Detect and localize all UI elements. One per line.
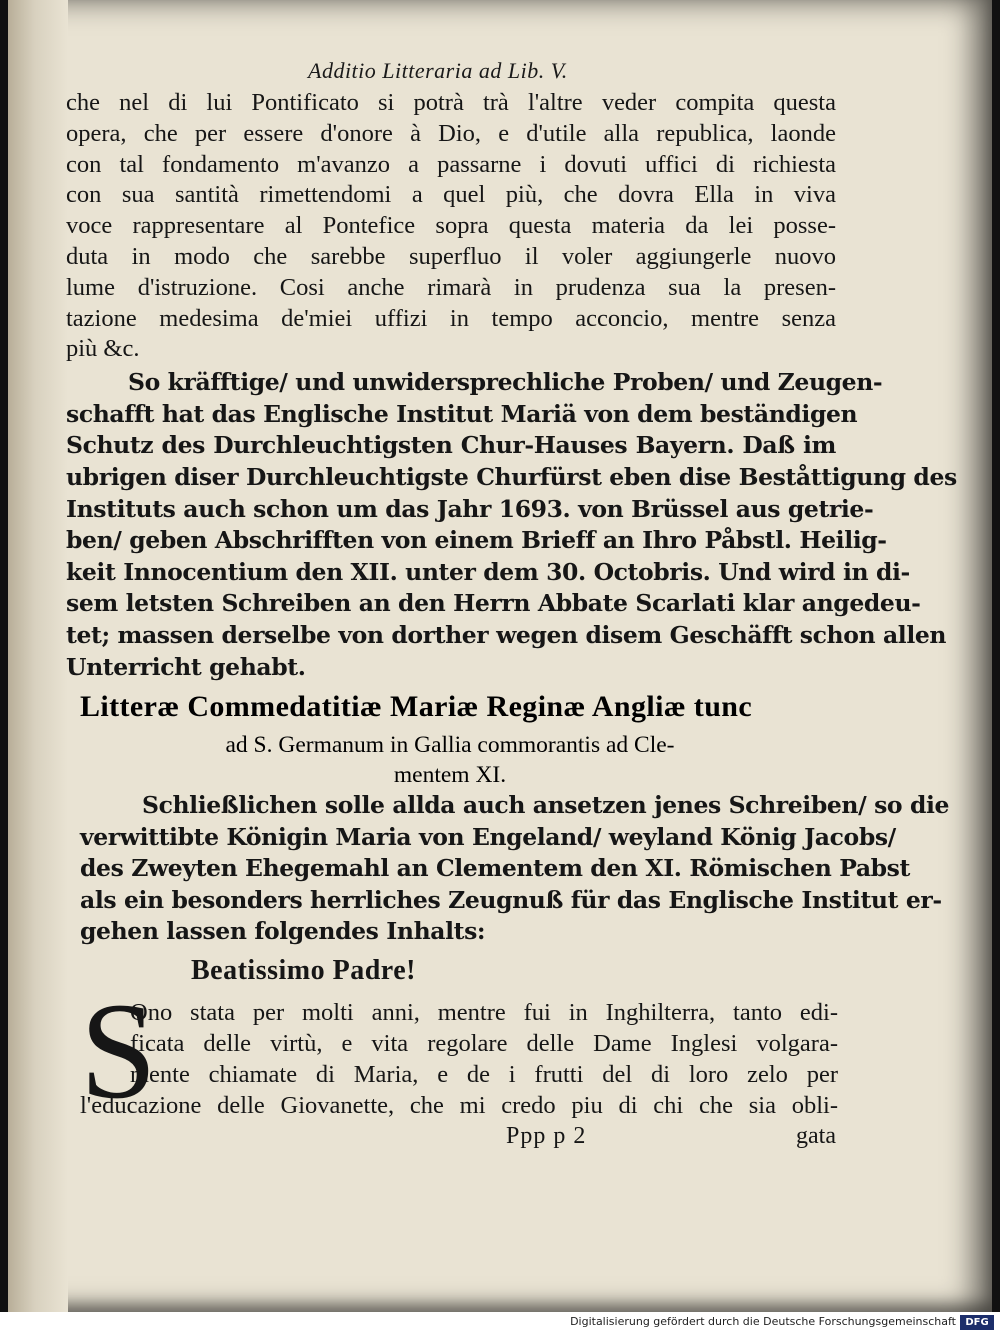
text-line: Schließlichen solle allda auch ansetzen jenes Schreiben/ so die <box>142 791 950 819</box>
german-passage <box>66 367 957 683</box>
text-line: che nel di lui Pontificato si potrà trà l'altre veder compita questa <box>66 89 836 116</box>
text-line: schafft hat das Englische Institut Mariä von dem beständigen <box>66 399 858 428</box>
letter-body <box>130 998 838 1090</box>
footer-credit: Digitalisierung gefördert durch die Deutsche Forschungsgemeinschaft <box>570 1315 956 1328</box>
subheading-line: mentem XI. <box>393 762 507 788</box>
dfg-logo-icon: DFG <box>960 1315 994 1330</box>
text-line: So kräfftige/ und unwidersprechliche Proben/ und Zeugen- <box>128 368 883 397</box>
running-head: Additio Litteraria ad Lib. V. <box>308 58 568 83</box>
text-line: l'educazione delle Giovanette, che mi credo piu di chi che sia obli- <box>80 1092 838 1119</box>
signature-mark: Ppp p 2 <box>506 1123 587 1149</box>
text-line: Schutz des Durchleuchtigsten Chur-Hauses Bayern. Daß im <box>66 431 836 460</box>
page-gutter-shadow <box>8 0 68 1312</box>
letter-body-last <box>80 1091 838 1122</box>
text-line: lume d'istruzione. Cosi anche rimarà in prudenza sua la presen- <box>66 273 836 301</box>
section-subheading <box>180 730 720 790</box>
italian-passage <box>66 88 957 683</box>
subheading-line: ad S. Germanum in Gallia commorantis ad Cle- <box>225 732 675 758</box>
text-line: keit Innocentium den XII. unter dem 30. Octobris. Und wird in di- <box>66 557 910 586</box>
text-line: più &c. <box>66 335 140 363</box>
text-line: voce rappresentare al Pontefice sopra questa materia da lei posse- <box>66 212 836 240</box>
text-line: als ein besonders herrliches Zeugnuß für das Englische Institut er- <box>80 885 942 914</box>
text-line: con tal fondamento m'avanzo a passarne i dovuti uffici di richiesta <box>66 150 836 178</box>
text-line: tet; massen derselbe von dorther wegen disem Geschäfft schon allen <box>66 620 947 649</box>
text-line: des Zweyten Ehegemahl an Clementem den XI. Römischen Pabst <box>80 854 910 883</box>
text-line: tazione medesima de'miei uffizi in tempo acconcio, mentre senza <box>66 304 836 332</box>
digitization-footer <box>0 1312 1000 1333</box>
text-line: gehen lassen folgendes Inhalts: <box>80 917 486 946</box>
text-line: con sua santità rimettendomi a quel più, che dovra Ella in viva <box>66 181 836 209</box>
german-passage-2 <box>80 790 950 948</box>
text-line: ubrigen diser Durchleuchtigste Churfürst eben dise Beståttigung des <box>66 462 957 491</box>
text-line: mente chiamate di Maria, e de i frutti del di loro zelo per <box>130 1060 838 1088</box>
catchword: gata <box>796 1123 836 1149</box>
book-page <box>8 0 992 1312</box>
text-line: Unterricht gehabt. <box>66 652 306 681</box>
text-line: Ono stata per molti anni, mentre fui in Inghilterra, tanto edi- <box>130 999 838 1026</box>
text-line: sem letsten Schreiben an den Herrn Abbate Scarlati klar angedeu- <box>66 589 921 618</box>
letter-salutation: Beatissimo Padre! <box>191 955 416 986</box>
text-line: opera, che per essere d'onore à Dio, e d'utile alla republica, laonde <box>66 119 836 147</box>
text-line: verwittibte Königin Maria von Engeland/ weyland König Jacobs/ <box>80 822 896 851</box>
text-line: ben/ geben Abschrifften von einem Brieff an Ihro Påbstl. Heilig- <box>66 526 887 555</box>
section-heading: Litteræ Commedatitiæ Mariæ Reginæ Angliæ tunc <box>80 690 753 723</box>
text-line: duta in modo che sarebbe superfluo il voler aggiungerle nuovo <box>66 242 836 270</box>
text-line: ficata delle virtù, e vita regolare delle Dame Inglesi volgara- <box>130 1029 838 1057</box>
text-line: Instituts auch schon um das Jahr 1693. von Brüssel aus getrie- <box>66 494 874 523</box>
drop-cap: S <box>80 974 157 1127</box>
